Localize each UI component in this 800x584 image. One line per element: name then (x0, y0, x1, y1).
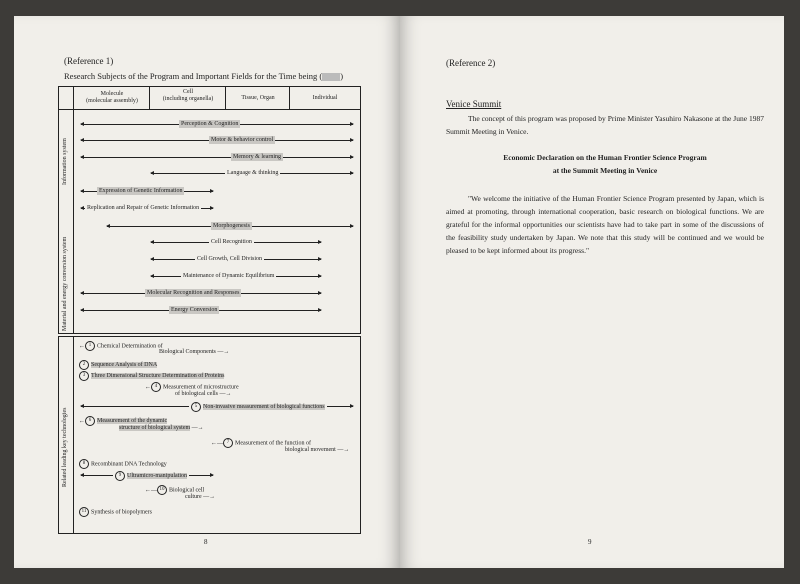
tech-1: ← 1 Chemical Determination of (79, 343, 163, 350)
subjects-table (58, 86, 361, 334)
reference-1-label: (Reference 1) (64, 56, 114, 66)
tech-6: ← 6 Measurement of the dynamic (79, 418, 168, 425)
subject-cell-growth: Cell Growth, Cell Division (197, 256, 262, 262)
title-text: Research Subjects of the Program and Important Fields for the Time being ( (64, 71, 323, 81)
subject-language: Language & thinking (227, 170, 279, 176)
row-information-system: Information system (62, 138, 68, 185)
subject-memory: Memory & learning (233, 154, 281, 160)
subject-morphogenesis: Morphogenesis (213, 223, 250, 229)
tech-8: 8 Recombinant DNA Technology (79, 459, 167, 469)
col-cell: Cell (including organella) (162, 89, 214, 102)
title-end: ) (340, 71, 344, 81)
subject-cell-recognition: Cell Recognition (211, 239, 252, 245)
col-molecule: Molecule (molecular assembly) (86, 91, 138, 104)
subject-replication-repair: Replication and Repair of Genetic Information (87, 205, 200, 211)
subject-dynamic-equilibrium: Maintenance of Dynamic Equilibrium (183, 273, 275, 279)
intro-paragraph: The concept of this program was proposed by Prime Minister Yasuhiro Nakasone at the June 1987 Summit Meeting in Venice. (446, 114, 764, 136)
tech-10: ←— 10 Biological cell (145, 487, 205, 494)
tech-7: ←— 7 Measurement of the function of (211, 440, 311, 447)
reference-2-label: (Reference 2) (446, 58, 496, 68)
tech-3: 3 Three Dimensional Structure Determination of Proteins (79, 371, 224, 381)
row-related-technologies: Related leading key technologies (62, 407, 68, 487)
subject-molecular-recognition: Molecular Recognition and Responses (147, 290, 240, 296)
tech-9: 9 Ultramicro-manipulation (113, 471, 189, 481)
subject-motor: Motor & behavior control (211, 137, 274, 143)
quote-paragraph: "We welcome the initiative of the Human Frontier Science Program presented by Japan, which is aimed at promoting, through international cooperation, basic research on biological functions. We are grateful for the informal opportunities our scientists have had to take part in some of the discussions of the feasibility study undertaken by Japan. We note that this study will be continued and we would be pleased to be kept informed about its progress." (446, 194, 764, 255)
tech-2: 2 Sequence Analysis of DNA (79, 360, 157, 370)
subject-energy-conversion: Energy Conversion (171, 307, 218, 313)
redacted-block (322, 73, 340, 81)
col-individual: Individual (312, 95, 338, 101)
technologies-table: Related leading key technologies ← 1 Chemical Determination of Biological Components —→ 2 Sequence Analysis of DNA 3 Three Dimensional Structure Determination of Proteins ← 4 Measurement of microstructure of biological cells —→ 5 Non-invasive measurement of biological functions ← 6 Measurement of the dynamic structure of biological system —→ ←— 7 Measurement of the function of biological movement —→ 8 Recombinant DNA Technology 9 Ultramicro-manipulation ←— 10 Biological cell culture —→ 11 Synthesis of biopolymers (58, 336, 361, 534)
declaration-heading: Economic Declaration on the Human Frontier Science Program at the Summit Meeting in Venice (503, 153, 707, 175)
page-number-right: 9 (588, 538, 592, 546)
tech-4: ← 4 Measurement of microstructure (145, 384, 239, 391)
page-number-left: 8 (204, 538, 208, 546)
venice-summit-heading: Venice Summit (446, 99, 502, 109)
row-material-energy: Material and energy conversion system (62, 236, 68, 331)
research-subjects-title (64, 71, 343, 81)
subject-expression-genetic: Expression of Genetic Information (99, 188, 183, 194)
subject-perception: Perception & Cognition (181, 121, 239, 127)
right-page (400, 16, 784, 568)
left-page (14, 16, 400, 568)
tech-11: 11 Synthesis of biopolymers (79, 507, 152, 517)
col-tissue-organ: Tissue, Organ (241, 95, 275, 101)
tech-5: 5 Non-invasive measurement of biological functions (189, 402, 327, 412)
